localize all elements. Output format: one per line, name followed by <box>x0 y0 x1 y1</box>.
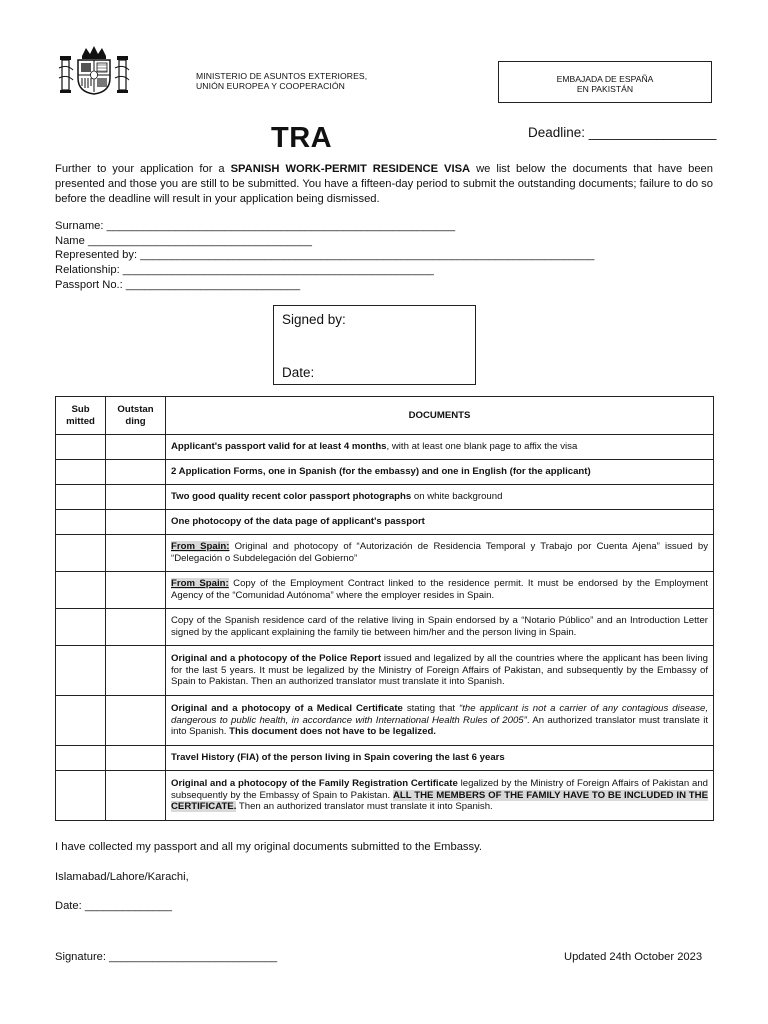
table-row <box>56 535 714 572</box>
intro-paragraph <box>55 162 713 207</box>
footer-date-field[interactable]: Date: ______________ <box>55 900 172 912</box>
document-cell <box>166 435 714 460</box>
signed-by-label: Signed by: <box>282 312 346 327</box>
collected-statement: I have collected my passport and all my original documents submitted to the Embassy. <box>55 841 482 853</box>
outstanding-cell[interactable] <box>106 510 166 535</box>
doc-text: stating that <box>402 703 460 715</box>
submitted-cell[interactable] <box>56 771 106 821</box>
table-row <box>56 771 714 821</box>
table-header-row <box>56 397 714 435</box>
table-row <box>56 572 714 609</box>
doc-text: on white background <box>411 491 503 503</box>
spanish-coat-of-arms-icon <box>58 44 130 96</box>
doc-bold: Original and a photocopy of the Family Registration Certificate <box>171 778 458 790</box>
intro-visa-type: SPANISH WORK-PERMIT RESIDENCE VISA <box>230 163 471 175</box>
doc-text: issued and legalized by all the countries where the applicant has been living for the last 5 years. It must be legalized by the Ministry of Foreign Affairs of Pakistan, and subsequently by the Embassy of Spain to Pakistan. Then an authorized translator must translate it into Spanish. <box>171 653 709 688</box>
document-cell <box>166 746 714 771</box>
document-title: TRA <box>271 122 333 154</box>
document-cell <box>166 646 714 696</box>
sign-date-label: Date: <box>282 365 315 380</box>
col-submitted-header: Sub mitted <box>56 397 106 435</box>
documents-table <box>55 396 714 821</box>
doc-highlight: ALL THE MEMBERS OF THE FAMILY HAVE TO BE INCLUDED IN THE CERTIFICATE. <box>171 789 708 813</box>
signature-box <box>273 305 476 385</box>
document-cell <box>166 460 714 485</box>
doc-bold: Original and a photocopy of a Medical Certificate <box>171 703 403 715</box>
doc-text: Copy of the Spanish residence card of the relative living in Spain endorsed by a “Notario Público” and an Introduction Letter signed by the applicant explaining the family tie between him/her and the person living in Spain. <box>171 615 708 638</box>
outstanding-cell[interactable] <box>106 609 166 646</box>
doc-text: Then an authorized translator must translate it into Spanish. <box>236 801 493 813</box>
table-row <box>56 609 714 646</box>
document-cell <box>166 572 714 609</box>
submitted-cell[interactable] <box>56 609 106 646</box>
document-cell <box>166 485 714 510</box>
doc-underline: From Spain: <box>171 578 229 590</box>
table-row <box>56 646 714 696</box>
represented-by-field[interactable]: Represented by: _________________________________________________________________________ <box>55 249 595 262</box>
intro-text-2: we list below the documents that have been presented and those you are still to be submitted. You have a fifteen-day period to submit the outstanding documents; failure to do so before the deadline will result in your application being dismissed. <box>55 163 713 205</box>
ministry-name <box>196 71 367 91</box>
submitted-cell[interactable] <box>56 460 106 485</box>
outstanding-cell[interactable] <box>106 535 166 572</box>
embassy-box <box>498 61 712 103</box>
document-cell <box>166 535 714 572</box>
doc-text: . An authorized translator must translate it into Spanish. <box>171 714 708 738</box>
doc-underline: From Spain: <box>171 541 230 553</box>
table-row <box>56 435 714 460</box>
outstanding-cell[interactable] <box>106 646 166 696</box>
document-cell <box>166 771 714 821</box>
doc-bold: Original and a photocopy of the Police Report <box>171 653 382 665</box>
name-field[interactable]: Name ____________________________________ <box>55 234 312 247</box>
signature-field[interactable]: Signature: ___________________________ <box>55 951 278 963</box>
document-cell <box>166 609 714 646</box>
col-outstanding-header: Outstan ding <box>106 397 166 435</box>
relationship-field[interactable]: Relationship: __________________________________________________ <box>55 264 434 277</box>
document-cell <box>166 510 714 535</box>
document-cell <box>166 696 714 746</box>
col-documents-header: DOCUMENTS <box>166 397 714 435</box>
doc-text: , with at least one blank page to affix the visa <box>386 441 578 453</box>
doc-bold: Two good quality recent color passport photographs <box>171 491 412 503</box>
ministry-line-2: UNIÓN EUROPEA Y COOPERACIÓN <box>196 81 345 91</box>
doc-bold: This document does not have to be legalized. <box>229 726 436 738</box>
embassy-line-1: EMBAJADA DE ESPAÑA <box>556 74 654 84</box>
embassy-line-2: EN PAKISTÁN <box>576 84 634 94</box>
doc-bold: Travel History (FIA) of the person living in Spain covering the last 6 years <box>171 752 505 764</box>
submitted-cell[interactable] <box>56 646 106 696</box>
outstanding-cell[interactable] <box>106 746 166 771</box>
deadline-field[interactable]: Deadline: _________________ <box>528 125 717 140</box>
table-row <box>56 746 714 771</box>
outstanding-cell[interactable] <box>106 572 166 609</box>
table-row <box>56 696 714 746</box>
outstanding-cell[interactable] <box>106 696 166 746</box>
submitted-cell[interactable] <box>56 485 106 510</box>
updated-date: Updated 24th October 2023 <box>564 951 703 963</box>
outstanding-cell[interactable] <box>106 435 166 460</box>
outstanding-cell[interactable] <box>106 460 166 485</box>
submitted-cell[interactable] <box>56 435 106 460</box>
doc-italic: “the applicant is not a carrier of any contagious disease, dangerous to public health, in accordance with International Health Rules of 2005” <box>171 703 709 726</box>
doc-bold: Applicant's passport valid for at least 4 months <box>171 441 387 453</box>
doc-bold: One photocopy of the data page of applicant's passport <box>171 516 425 528</box>
doc-text: Original and photocopy of “Autorización de Residencia Temporal y Trabajo por Cuenta Ajena” issued by “Delegación o Subdelegación del Gobierno” <box>171 541 708 564</box>
surname-field[interactable]: Surname: ________________________________________________________ <box>55 220 456 232</box>
table-row <box>56 485 714 510</box>
submitted-cell[interactable] <box>56 535 106 572</box>
place-line: Islamabad/Lahore/Karachi, <box>55 871 189 883</box>
intro-text-1: Further to your application for a <box>55 163 231 175</box>
table-row <box>56 510 714 535</box>
passport-no-field[interactable]: Passport No.: ____________________________ <box>55 278 301 291</box>
applicant-fields <box>55 219 594 293</box>
ministry-line-1: MINISTERIO DE ASUNTOS EXTERIORES, <box>196 71 368 81</box>
submitted-cell[interactable] <box>56 746 106 771</box>
outstanding-cell[interactable] <box>106 485 166 510</box>
table-row <box>56 460 714 485</box>
outstanding-cell[interactable] <box>106 771 166 821</box>
doc-bold: 2 Application Forms, one in Spanish (for the embassy) and one in English (for the applicant) <box>171 466 591 478</box>
submitted-cell[interactable] <box>56 696 106 746</box>
submitted-cell[interactable] <box>56 510 106 535</box>
doc-text: Copy of the Employment Contract linked to the residence permit. It must be endorsed by the Employment Agency of the “Comunidad Autónoma” where the employer resides in Spain. <box>171 578 708 601</box>
submitted-cell[interactable] <box>56 572 106 609</box>
doc-text: legalized by the Ministry of Foreign Affairs of Pakistan and subsequently by the Embassy of Spain to Pakistan. <box>171 778 708 801</box>
